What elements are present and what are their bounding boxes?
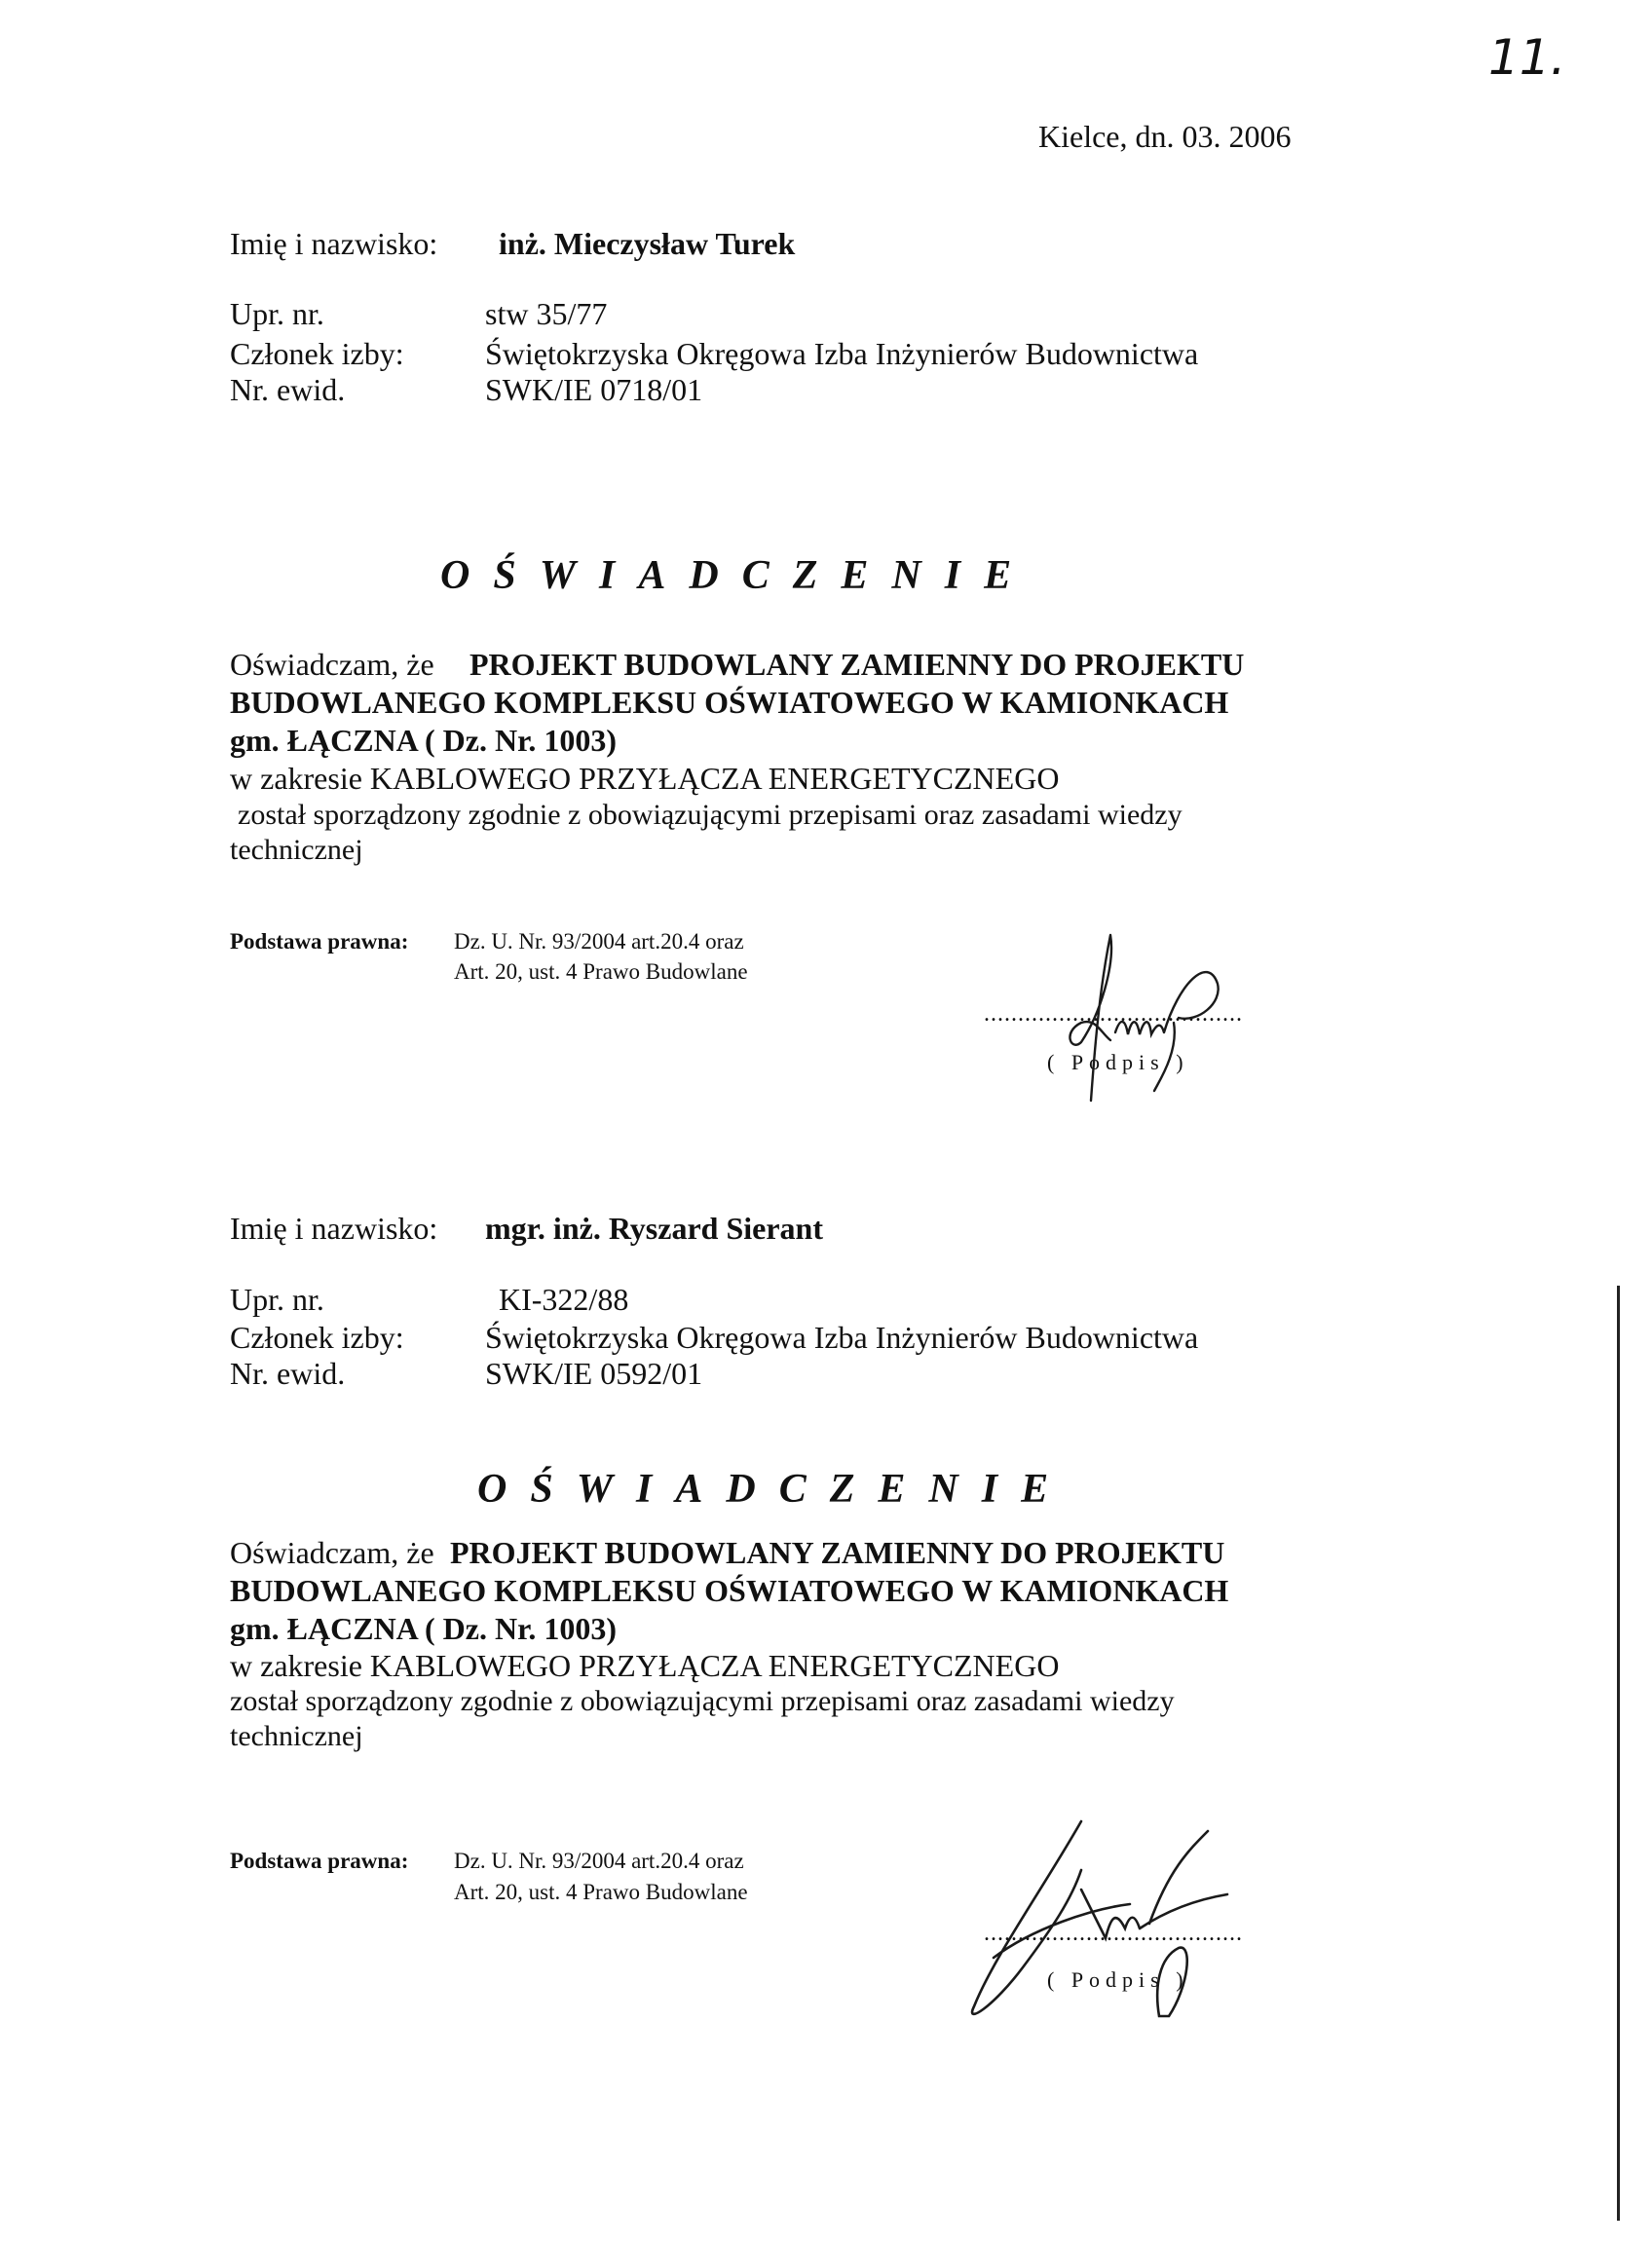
member-value: Świętokrzyska Okręgowa Izba Inżynierów Budownictwa	[485, 1320, 1199, 1355]
project-line-3: gm. ŁĄCZNA ( Dz. Nr. 1003)	[230, 723, 618, 758]
handwritten-signature-2	[935, 1812, 1257, 2036]
signature-line: ......................................	[984, 1001, 1243, 1027]
name-value	[485, 1211, 823, 1247]
legal-basis-line-2: Art. 20, ust. 4 Prawo Budowlane	[454, 959, 748, 984]
ewid-label: Nr. ewid.	[230, 372, 346, 407]
legal-basis-line-1: Dz. U. Nr. 93/2004 art.20.4 oraz	[454, 1849, 744, 1873]
compliance-line-2: technicznej	[230, 1720, 363, 1752]
project-line-3: gm. ŁĄCZNA ( Dz. Nr. 1003)	[230, 1611, 618, 1646]
legal-basis-line-1: Dz. U. Nr. 93/2004 art.20.4 oraz	[454, 929, 744, 954]
name-label: Imię i nazwisko:	[230, 226, 438, 261]
statement-title: OŚWIADCZENIE	[477, 1467, 1072, 1512]
compliance-line-2: technicznej	[230, 834, 363, 866]
ewid-value: SWK/IE 0592/01	[485, 1356, 703, 1391]
page-number: 11.	[1488, 29, 1566, 86]
signature-line: ......................................	[984, 1921, 1243, 1946]
compliance-line-1: został sporządzony zgodnie z obowiązującymi przepisami oraz zasadami wiedzy	[238, 799, 1183, 831]
upr-value: KI-322/88	[499, 1282, 629, 1317]
scan-edge-line	[1617, 1286, 1620, 2221]
name-label: Imię i nazwisko:	[230, 1211, 438, 1246]
intro-text: Oświadczam, że	[230, 1535, 434, 1570]
member-value: Świętokrzyska Okręgowa Izba Inżynierów Budownictwa	[485, 336, 1199, 371]
signature-caption: ( Podpis )	[1047, 1050, 1189, 1074]
project-line-1: PROJEKT BUDOWLANY ZAMIENNY DO PROJEKTU	[469, 647, 1245, 682]
compliance-line-1: został sporządzony zgodnie z obowiązującymi przepisami oraz zasadami wiedzy	[230, 1685, 1175, 1717]
member-label: Członek izby:	[230, 1320, 404, 1355]
ewid-value: SWK/IE 0718/01	[485, 372, 703, 407]
handwritten-signature-1	[1042, 925, 1237, 1120]
scope-line: w zakresie KABLOWEGO PRZYŁĄCZA ENERGETYCZNEGO	[230, 1648, 1060, 1683]
intro-text: Oświadczam, że	[230, 647, 434, 682]
project-line-2: BUDOWLANEGO KOMPLEKSU OŚWIATOWEGO W KAMIONKACH	[230, 685, 1229, 720]
signature-caption: ( Podpis )	[1047, 1967, 1189, 1992]
place-date: Kielce, dn. 03. 2006	[1038, 119, 1292, 154]
legal-basis-line-2: Art. 20, ust. 4 Prawo Budowlane	[454, 1880, 748, 1904]
scope-line: w zakresie KABLOWEGO PRZYŁĄCZA ENERGETYCZNEGO	[230, 761, 1060, 796]
upr-value: stw 35/77	[485, 296, 608, 331]
statement-title: OŚWIADCZENIE	[440, 553, 1035, 598]
legal-basis-label: Podstawa prawna:	[230, 1849, 409, 1873]
project-line-2: BUDOWLANEGO KOMPLEKSU OŚWIATOWEGO W KAMIONKACH	[230, 1573, 1229, 1608]
name-value: inż. Mieczysław Turek	[499, 226, 796, 261]
legal-basis-label: Podstawa prawna:	[230, 929, 409, 954]
upr-label: Upr. nr.	[230, 1282, 324, 1317]
ewid-label: Nr. ewid.	[230, 1356, 346, 1391]
name-value-text: mgr. inż. Ryszard Sierant	[485, 1211, 823, 1246]
member-label: Członek izby:	[230, 336, 404, 371]
upr-label: Upr. nr.	[230, 296, 324, 331]
project-line-1: PROJEKT BUDOWLANY ZAMIENNY DO PROJEKTU	[450, 1535, 1225, 1570]
